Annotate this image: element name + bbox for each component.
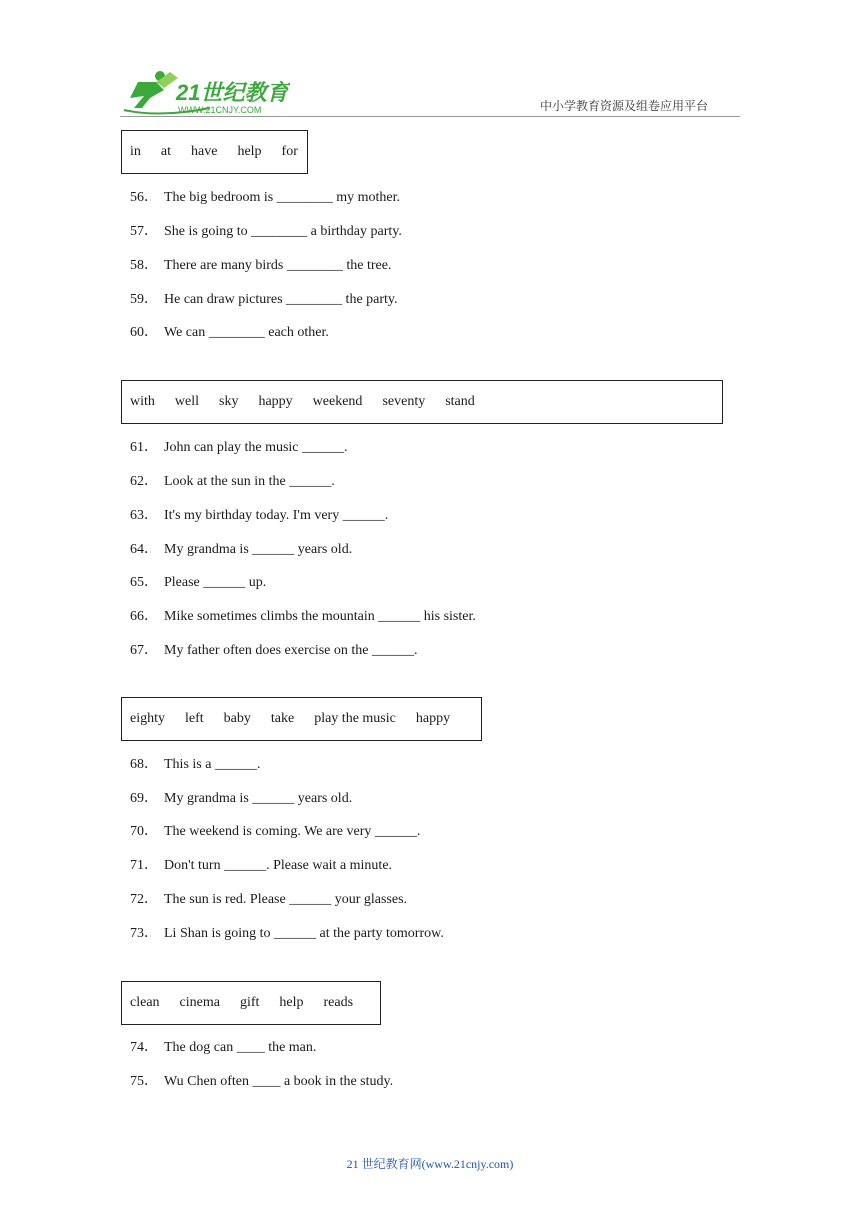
word-bank-item: at — [160, 144, 171, 159]
question-61: 61． John can play the music ______. — [130, 440, 348, 455]
question-58: 58． There are many birds ________ the tree. — [130, 258, 392, 273]
word-bank-item: seventy — [382, 394, 426, 409]
logo-url: WWW.21CNJY.COM — [178, 105, 262, 115]
question-63: 63． It's my birthday today. I'm very ______. — [130, 508, 389, 523]
word-bank-3 — [121, 697, 482, 741]
word-bank-item: sky — [219, 394, 239, 409]
question-71: 71． Don't turn ______. Please wait a minute. — [130, 858, 393, 873]
word-bank-item: happy — [258, 394, 293, 409]
question-64: 64． My grandma is ______ years old. — [130, 542, 353, 557]
word-bank-item: weekend — [312, 394, 363, 409]
word-bank-item: cinema — [179, 995, 220, 1010]
word-bank-item: in — [130, 144, 141, 159]
question-74: 74． The dog can ____ the man. — [130, 1040, 317, 1055]
word-bank-item: left — [185, 711, 204, 726]
word-bank-item: stand — [445, 394, 475, 409]
question-66: 66． Mike sometimes climbs the mountain ______ his sister. — [130, 609, 476, 624]
site-logo — [120, 68, 290, 116]
question-73: 73． Li Shan is going to ______ at the party tomorrow. — [130, 926, 444, 941]
word-bank-item: clean — [130, 995, 160, 1010]
word-bank-item: well — [174, 394, 199, 409]
word-bank-item: play the music — [314, 711, 396, 726]
logo-text: 21世纪教育 — [176, 80, 289, 105]
word-bank-item: eighty — [130, 711, 165, 726]
word-bank-item: happy — [415, 711, 451, 726]
word-bank-2 — [121, 380, 723, 424]
word-bank-1 — [121, 130, 308, 174]
word-bank-item: gift — [239, 995, 260, 1010]
page-footer: 21 世纪教育网(www.21cnjy.com) — [346, 1157, 514, 1171]
question-60: 60． We can ________ each other. — [130, 325, 329, 340]
question-72: 72． The sun is red. Please ______ your glasses. — [130, 892, 408, 907]
word-bank-item: baby — [223, 711, 251, 726]
word-bank-item: for — [281, 144, 298, 159]
word-bank-4 — [121, 981, 381, 1025]
word-bank-item: help — [237, 144, 262, 159]
word-bank-item: have — [191, 144, 218, 159]
runner-logo-icon — [120, 68, 290, 116]
question-57: 57． She is going to ________ a birthday party. — [130, 224, 402, 239]
word-bank-item: reads — [323, 995, 354, 1010]
question-68: 68． This is a ______. — [130, 757, 261, 772]
question-67: 67． My father often does exercise on the ______. — [130, 643, 418, 658]
header-divider — [120, 116, 740, 117]
question-62: 62． Look at the sun in the ______. — [130, 474, 335, 489]
header-tagline: 中小学教育资源及组卷应用平台 — [540, 99, 709, 113]
word-bank-item: take — [270, 711, 295, 726]
word-bank-item: help — [279, 995, 304, 1010]
question-65: 65． Please ______ up. — [130, 575, 267, 590]
word-bank-item: with — [130, 394, 155, 409]
question-69: 69． My grandma is ______ years old. — [130, 791, 353, 806]
question-70: 70． The weekend is coming. We are very ______. — [130, 824, 421, 839]
question-59: 59． He can draw pictures ________ the party. — [130, 292, 398, 307]
question-56: 56． The big bedroom is ________ my mother. — [130, 190, 401, 205]
question-75: 75． Wu Chen often ____ a book in the study. — [130, 1074, 394, 1089]
